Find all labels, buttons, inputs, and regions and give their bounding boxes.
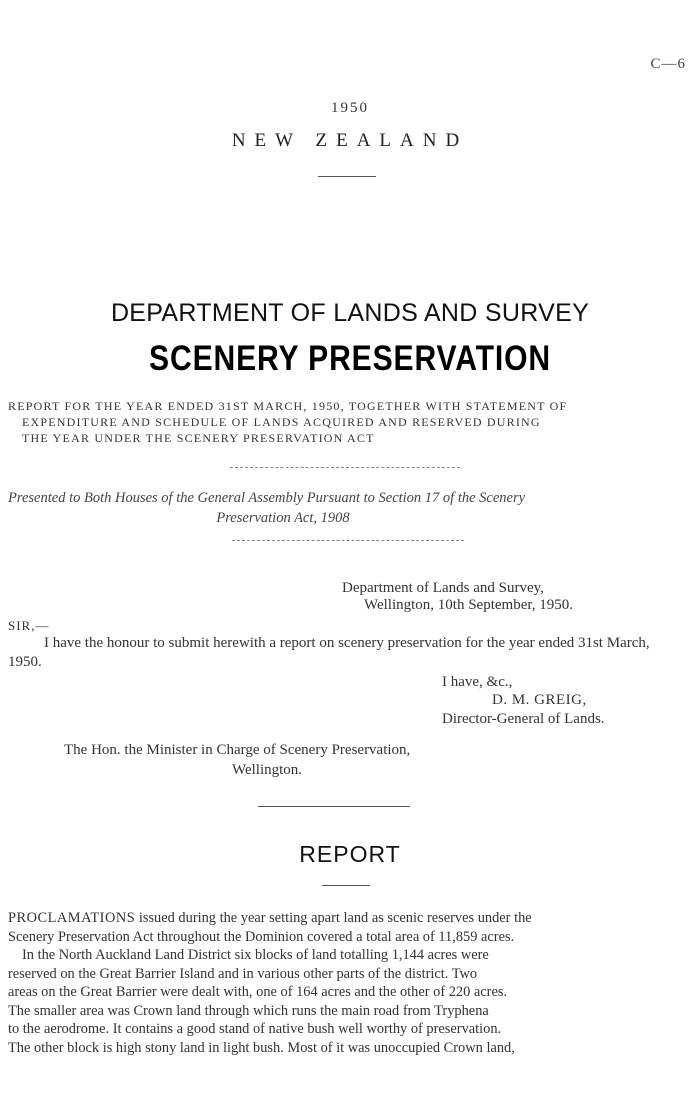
header-divider xyxy=(318,176,376,177)
page-code: C—6 xyxy=(650,56,686,72)
report-title: SCENERY PRESERVATION xyxy=(149,339,551,378)
letter-addressee-city: Wellington. xyxy=(232,762,303,778)
letter-signatory-title: Director-General of Lands. xyxy=(442,711,605,727)
paragraph-line: issued during the year setting apart land as scenic reserves under the xyxy=(135,910,532,926)
report-subtitle xyxy=(8,398,678,446)
subtitle-divider xyxy=(230,467,460,468)
report-divider xyxy=(322,885,370,886)
paragraph-line: The smaller area was Crown land through which runs the main road from Tryphena xyxy=(8,1002,489,1019)
department-heading: DEPARTMENT OF LANDS AND SURVEY xyxy=(110,299,590,327)
letter-body: I have the honour to submit herewith a report on scenery preservation for the year ended 31st March, 1950. xyxy=(8,635,650,670)
presentation-line: Preservation Act, 1908 xyxy=(216,510,350,526)
report-paragraph xyxy=(8,946,682,1058)
presentation-note xyxy=(8,488,678,528)
subtitle-line: REPORT FOR THE YEAR ENDED 31ST MARCH, 1950, TOGETHER WITH STATEMENT OF xyxy=(8,399,568,413)
document-year: 1950 xyxy=(331,100,369,116)
subtitle-line: THE YEAR UNDER THE SCENERY PRESERVATION ACT xyxy=(22,431,375,445)
country-heading: NEW ZEALAND xyxy=(231,130,469,151)
presentation-line: Presented to Both Houses of the General Assembly Pursuant to Section 17 of the Scenery xyxy=(8,490,526,506)
letter-addressee: The Hon. the Minister in Charge of Scenery Preservation, xyxy=(64,742,411,758)
letter-divider xyxy=(258,806,410,807)
paragraph-line: areas on the Great Barrier were dealt with, one of 164 acres and the other of 220 acres. xyxy=(8,984,508,1001)
presentation-divider xyxy=(232,540,464,541)
letter-closing: I have, &c., xyxy=(442,674,513,690)
letter-signatory: D. M. GREIG, xyxy=(492,692,587,708)
paragraph-line: Scenery Preservation Act throughout the Dominion covered a total area of 11,859 acres. xyxy=(8,928,515,945)
subtitle-line: EXPENDITURE AND SCHEDULE OF LANDS ACQUIRED AND RESERVED DURING xyxy=(22,415,541,429)
paragraph-line: reserved on the Great Barrier Island and in various other parts of the district. Two xyxy=(8,965,478,982)
letter-salutation: SIR,— xyxy=(8,618,50,633)
letter-address-line: Wellington, 10th September, 1950. xyxy=(364,597,573,613)
paragraph-line: The other block is high stony land in light bush. Most of it was unoccupied Crown land, xyxy=(8,1039,515,1056)
paragraph-line: to the aerodrome. It contains a good stand of native bush well worthy of preservation. xyxy=(8,1021,502,1038)
report-paragraph xyxy=(8,909,682,946)
paragraph-lead: PROCLAMATIONS xyxy=(8,910,136,926)
paragraph-line: In the North Auckland Land District six blocks of land totalling 1,144 acres were xyxy=(22,947,489,963)
letter-address-line: Department of Lands and Survey, xyxy=(342,580,544,596)
report-heading: REPORT xyxy=(299,841,401,867)
